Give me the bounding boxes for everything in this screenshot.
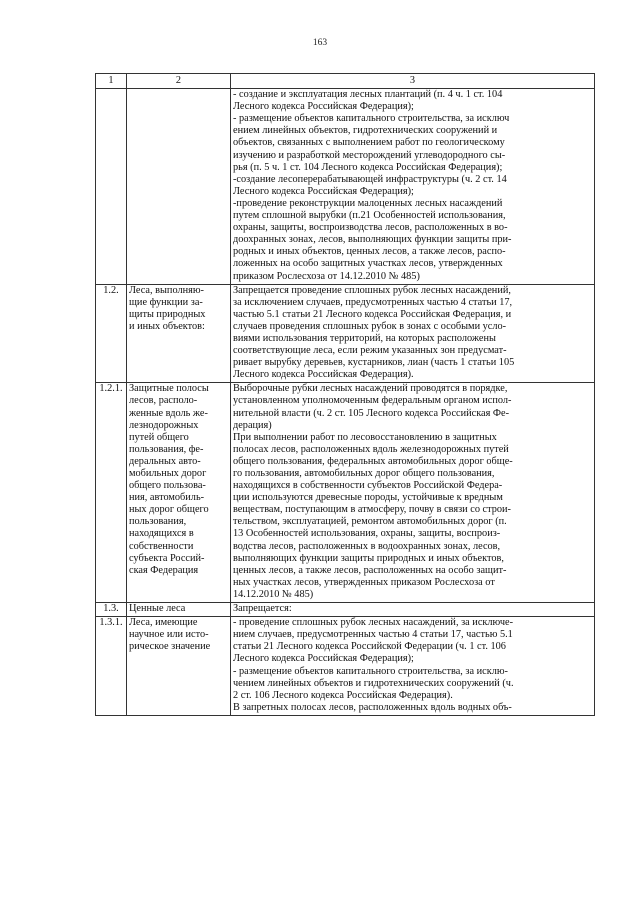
regulation-line: охраны, защиты, воспроизводства лесов, расположенных в во- [233,222,508,234]
section-number: 1.3.1. [96,617,127,716]
category-line: общего пользова- [129,480,206,492]
forest-category [127,383,231,603]
regulation-line: случаев проведения сплошных рубок в зонах с особыми усло- [233,320,507,332]
regulation-line: Запрещается проведение сплошных рубок лесных насаждений, [233,284,511,296]
regulation-line: статьи 21 Лесного кодекса Российской Федерации (ч. 1 ст. 106 [233,641,506,653]
page-number: 163 [312,38,328,48]
table-header-row [96,74,595,89]
category-line: рическое значение [129,641,211,653]
regulation-line: ных участках лесов, утвержденных приказом Рослесхоза от [233,576,495,588]
category-line: собственности [129,540,194,552]
regulation-line: Лесного кодекса Российская Федерация). [233,369,414,381]
table-row [96,603,595,617]
regulation-line: установленном уполномоченным федеральным органом испол- [233,395,512,407]
regulation-line: виями использования территорий, на которых расположены [233,332,496,344]
regulation-line: нием случаев, предусмотренных частью 4 статьи 17, частью 5.1 [233,629,513,641]
regulation-line: объектов, связанных с выполнением работ по геологическому [233,137,505,149]
category-line: лесов, располо- [129,395,198,407]
table-body [96,89,595,716]
regulation-line: полосах лесов, расположенных вдоль железнодорожных путей [233,443,509,455]
table-row [96,383,595,603]
regulation-line: Запрещается: [233,603,292,615]
table-row [96,284,595,383]
category-line: научное или исто- [129,629,209,641]
regulation-line: общего пользования, федеральных автомобильных дорог обще- [233,455,513,467]
regulation-line: В запретных полосах лесов, расположенных вдоль водных объ- [233,701,512,713]
regulation-line: 14.12.2010 № 485) [233,588,314,600]
regulation-line: - создание и эксплуатация лесных плантаций (п. 4 ч. 1 ст. 104 [233,89,503,101]
section-number: 1.2.1. [96,383,127,603]
section-number: 1.2. [96,284,127,383]
regulation-line: приказом Рослесхоза от 14.12.2010 № 485) [233,270,420,282]
category-line: Защитные полосы [129,383,209,395]
regulation-line: го пользования, автомобильных дорог общего пользования, [233,468,495,479]
regulation-line: тельством, эксплуатацией, ремонтом автомобильных дорог (п. [233,516,507,528]
regulation-line: При выполнении работ по лесовосстановлению в защитных [233,431,497,443]
category-line: ных дорог общего [129,504,209,516]
forest-category [127,89,231,285]
column-header-2: 2 [127,74,231,89]
forest-category [127,617,231,716]
category-line: щиты природных [129,308,206,320]
regulation-line: за исключением случаев, предусмотренных частью 4 статьи 17, [233,296,513,308]
regulation-line: Лесного кодекса Российская Федерация); [233,185,414,197]
regulation-line: нительной власти (ч. 2 ст. 105 Лесного кодекса Российская Фе- [233,407,510,419]
regulation-line: - проведение сплошных рубок лесных насаждений, за исключе- [233,617,514,629]
regulation-line: водства лесов, расположенных в водоохранных зонах, лесов, [233,540,501,552]
regulation-line: доохранных зонах, лесов, выполняющих функции защиты при- [233,234,512,246]
regulation-line: ции используются древесные породы, устойчивые к вредным [233,492,503,504]
regulation-line: -проведение реконструкции малоценных лесных насаждений [233,197,503,209]
category-line: пользования, [129,516,187,528]
regulation-line: - размещение объектов капитального строительства, за исклю- [233,665,508,677]
regulation-line: Выборочные рубки лесных насаждений проводятся в порядке, [233,383,508,395]
category-line: Леса, выполняю- [129,284,204,296]
column-header-1: 1 [96,74,127,89]
section-number [96,89,127,285]
category-line: щие функции за- [129,296,203,308]
regulation-line: ением линейных объектов, гидротехнических сооружений и [233,125,498,137]
regulation-line: родных и иных объектов, ценных лесов, а также лесов, распо- [233,246,506,258]
category-line: пользования, фе- [129,443,204,455]
regulation-line: -создание лесоперерабатывающей инфраструктуры (ч. 2 ст. 14 [233,173,507,185]
regulation-line: рья (п. 5 ч. 1 ст. 104 Лесного кодекса Российская Федерация); [233,161,503,173]
regulation-line: 13 Особенностей использования, охраны, защиты, воспроиз- [233,528,501,540]
regulation-line: ценных лесов, а также лесов, расположенных на особо защит- [233,564,507,576]
category-line: ния, автомобиль- [129,492,205,504]
regulation-line: веществам, поступающим в атмосферу, почву в связи со строи- [233,504,511,516]
category-line: и иных объектов: [129,320,205,332]
category-line: субъекта Россий- [129,552,205,564]
regulation-text [231,284,595,383]
regulation-text [231,603,595,617]
regulation-line: Лесного кодекса Российская Федерация); [233,101,414,113]
regulation-line: чением линейных объектов и гидротехнических сооружений (ч. [233,677,514,689]
table-row [96,617,595,716]
column-header-3: 3 [231,74,595,89]
regulation-line: - размещение объектов капитального строительства, за исключ [233,113,510,125]
regulation-text [231,383,595,603]
category-line: мобильных дорог [129,468,207,479]
regulation-line: частью 5.1 статьи 21 Лесного кодекса Российская Федерация, и [233,308,512,320]
regulation-line: находящихся в собственности субъектов Российской Федера- [233,480,503,492]
category-line: Леса, имеющие [129,617,198,629]
regulation-line: дерация) [233,419,272,431]
table-row [96,89,595,285]
regulation-line: соответствующие леса, если режим указанных зон предусмат- [233,345,507,357]
regulation-text [231,617,595,716]
category-line: лезнодорожных [129,419,199,431]
category-line: женные вдоль же- [129,407,208,419]
regulation-line: путем сплошной вырубки (п.21 Особенностей использования, [233,210,506,222]
category-line: ская Федерация [129,564,199,576]
regulation-line: 2 ст. 106 Лесного кодекса Российская Федерация). [233,689,453,701]
category-line: путей общего [129,431,189,443]
regulation-line: ложенных на особо защитных участках лесов, утвержденных [233,258,503,270]
regulation-line: изучению и разработкой месторождений углеводородного сы- [233,149,506,161]
category-line: находящихся в [129,528,194,540]
regulation-text [231,89,595,285]
category-line: деральных авто- [129,455,201,467]
category-line: Ценные леса [129,603,186,615]
section-number: 1.3. [96,603,127,617]
regulation-line: выполняющих функции защиты природных и иных объектов, [233,552,504,564]
forest-category [127,603,231,617]
regulation-line: Лесного кодекса Российская Федерация); [233,653,414,665]
regulation-line: ривает вырубку деревьев, кустарников, лиан (часть 1 статьи 105 [233,357,515,369]
regulations-table [95,73,595,716]
forest-category [127,284,231,383]
